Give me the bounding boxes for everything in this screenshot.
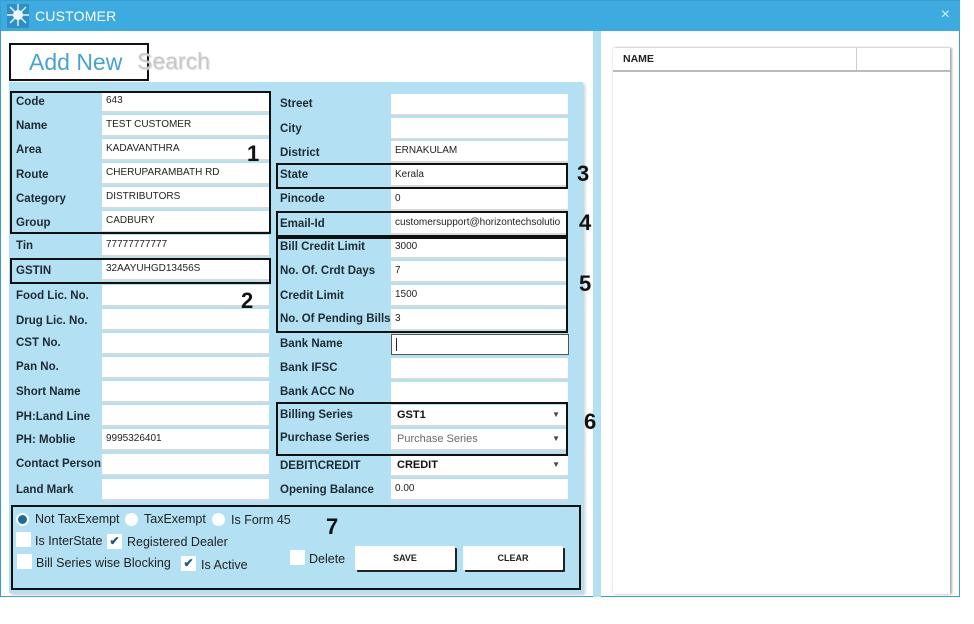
bill-series-blocking-checkbox[interactable] <box>17 554 32 569</box>
is-form45-radio[interactable] <box>212 513 225 526</box>
app-logo-icon <box>7 4 29 28</box>
mobile-field[interactable]: 9995326401 <box>102 429 269 451</box>
debit-credit-value: CREDIT <box>397 459 438 471</box>
land-mark-field[interactable] <box>102 479 269 501</box>
purchase-series-select[interactable] <box>391 429 568 451</box>
annotation-number-4: 4 <box>579 210 592 235</box>
chevron-down-icon: ▼ <box>552 410 560 419</box>
title-bar <box>1 1 960 31</box>
label-opening-balance: Opening Balance <box>280 484 374 496</box>
label-tin: Tin <box>16 240 34 252</box>
category-field[interactable]: DISTRIBUTORS <box>102 187 269 209</box>
district-field[interactable]: ERNAKULAM <box>391 141 568 163</box>
delete-label: Delete <box>309 552 346 566</box>
cst-no-field[interactable] <box>102 333 269 355</box>
label-credit-limit: Credit Limit <box>280 290 344 302</box>
label-pan-no: Pan No. <box>16 361 59 373</box>
name-field[interactable]: TEST CUSTOMER <box>102 115 269 137</box>
gstin-field[interactable]: 32AAYUHGD13456S <box>102 259 269 281</box>
label-land-line: PH:Land Line <box>16 411 91 423</box>
label-cst-no: CST No. <box>16 337 61 349</box>
label-pincode: Pincode <box>280 193 325 205</box>
window-title: CUSTOMER <box>35 8 117 24</box>
is-interstate-label: Is InterState <box>35 534 103 548</box>
annotation-number-2: 2 <box>241 288 254 313</box>
column-separator[interactable] <box>856 48 857 70</box>
credit-days-field[interactable]: 7 <box>391 261 568 283</box>
group-field[interactable]: CADBURY <box>102 211 269 233</box>
area-field[interactable]: KADAVANTHRA <box>102 139 269 161</box>
label-bill-credit-limit: Bill Credit Limit <box>280 241 365 253</box>
city-field[interactable] <box>391 118 568 140</box>
is-form45-label: Is Form 45 <box>231 513 291 527</box>
annotation-number-7: 7 <box>326 514 339 539</box>
tab-search[interactable]: Search <box>137 48 210 74</box>
label-mobile: PH: Moblie <box>16 434 76 446</box>
label-city: City <box>280 123 302 135</box>
label-bank-name: Bank Name <box>280 338 343 350</box>
billing-series-value: GST1 <box>397 409 426 421</box>
route-field[interactable]: CHERUPARAMBATH RD <box>102 163 269 185</box>
label-credit-days: No. Of. Crdt Days <box>280 265 376 277</box>
pending-bills-field[interactable]: 3 <box>391 309 568 331</box>
label-short-name: Short Name <box>16 386 81 398</box>
label-food-lic: Food Lic. No. <box>16 290 89 302</box>
label-email: Email-Id <box>280 218 325 230</box>
email-field[interactable]: customersupport@horizontechsolutio <box>391 213 568 235</box>
pan-no-field[interactable] <box>102 357 269 379</box>
short-name-field[interactable] <box>102 381 269 403</box>
not-tax-exempt-radio[interactable] <box>16 513 29 526</box>
bank-ifsc-field[interactable] <box>391 358 568 380</box>
label-purchase-series: Purchase Series <box>280 432 370 444</box>
label-name: Name <box>16 120 48 132</box>
bank-acc-no-field[interactable] <box>391 382 568 404</box>
label-contact-person: Contact Person <box>16 458 101 470</box>
label-category: Category <box>16 193 66 205</box>
label-area: Area <box>16 144 42 156</box>
credit-limit-field[interactable]: 1500 <box>391 285 568 307</box>
save-button[interactable]: SAVE <box>355 546 455 570</box>
label-route: Route <box>16 169 49 181</box>
label-code: Code <box>16 96 45 108</box>
label-bank-acc-no: Bank ACC No <box>280 386 355 398</box>
customer-list[interactable] <box>613 48 950 594</box>
is-active-checkbox[interactable]: ✔ <box>181 556 196 571</box>
tab-add-new[interactable]: Add New <box>9 43 149 81</box>
clear-button[interactable]: CLEAR <box>463 546 563 570</box>
billing-series-select[interactable] <box>391 405 568 427</box>
pincode-field[interactable]: 0 <box>391 189 568 211</box>
land-line-field[interactable] <box>102 405 269 427</box>
code-field[interactable]: 643 <box>102 91 269 113</box>
annotation-number-5: 5 <box>579 271 592 296</box>
registered-dealer-checkbox[interactable]: ✔ <box>107 534 122 549</box>
bank-name-field[interactable] <box>391 334 569 355</box>
tin-field[interactable]: 77777777777 <box>102 235 269 257</box>
is-interstate-checkbox[interactable] <box>16 532 31 547</box>
chevron-down-icon: ▼ <box>552 434 560 443</box>
label-debit-credit: DEBIT\CREDIT <box>280 460 361 472</box>
annotation-number-1: 1 <box>247 141 260 166</box>
not-tax-exempt-label: Not TaxExempt <box>35 512 120 526</box>
label-gstin: GSTIN <box>16 265 52 277</box>
state-field[interactable]: Kerala <box>391 165 568 187</box>
opening-balance-field[interactable]: 0.00 <box>391 479 568 501</box>
column-header-name[interactable]: NAME <box>623 53 654 65</box>
label-pending-bills: No. Of Pending Bills <box>280 313 391 325</box>
bill-credit-limit-field[interactable]: 3000 <box>391 237 568 259</box>
label-state: State <box>280 169 309 181</box>
chevron-down-icon: ▼ <box>552 460 560 469</box>
debit-credit-select[interactable] <box>391 455 568 477</box>
purchase-series-placeholder: Purchase Series <box>397 433 478 445</box>
text-caret <box>396 338 397 351</box>
is-active-label: Is Active <box>201 558 248 572</box>
delete-checkbox[interactable] <box>290 550 305 565</box>
tax-exempt-radio[interactable] <box>125 513 138 526</box>
label-district: District <box>280 147 320 159</box>
close-icon[interactable]: × <box>940 6 950 23</box>
annotation-number-3: 3 <box>577 161 590 186</box>
label-street: Street <box>280 98 313 110</box>
label-group: Group <box>16 217 51 229</box>
list-header <box>613 48 950 72</box>
street-field[interactable] <box>391 94 568 116</box>
bill-series-blocking-label: Bill Series wise Blocking <box>36 556 171 570</box>
label-billing-series: Billing Series <box>280 409 353 421</box>
label-drug-lic: Drug Lic. No. <box>16 315 88 327</box>
label-land-mark: Land Mark <box>16 484 74 496</box>
panel-divider[interactable] <box>593 31 601 597</box>
contact-person-field[interactable] <box>102 454 269 476</box>
registered-dealer-label: Registered Dealer <box>127 535 228 549</box>
annotation-number-6: 6 <box>584 409 597 434</box>
tax-exempt-label: TaxExempt <box>144 512 206 526</box>
label-bank-ifsc: Bank IFSC <box>280 362 338 374</box>
